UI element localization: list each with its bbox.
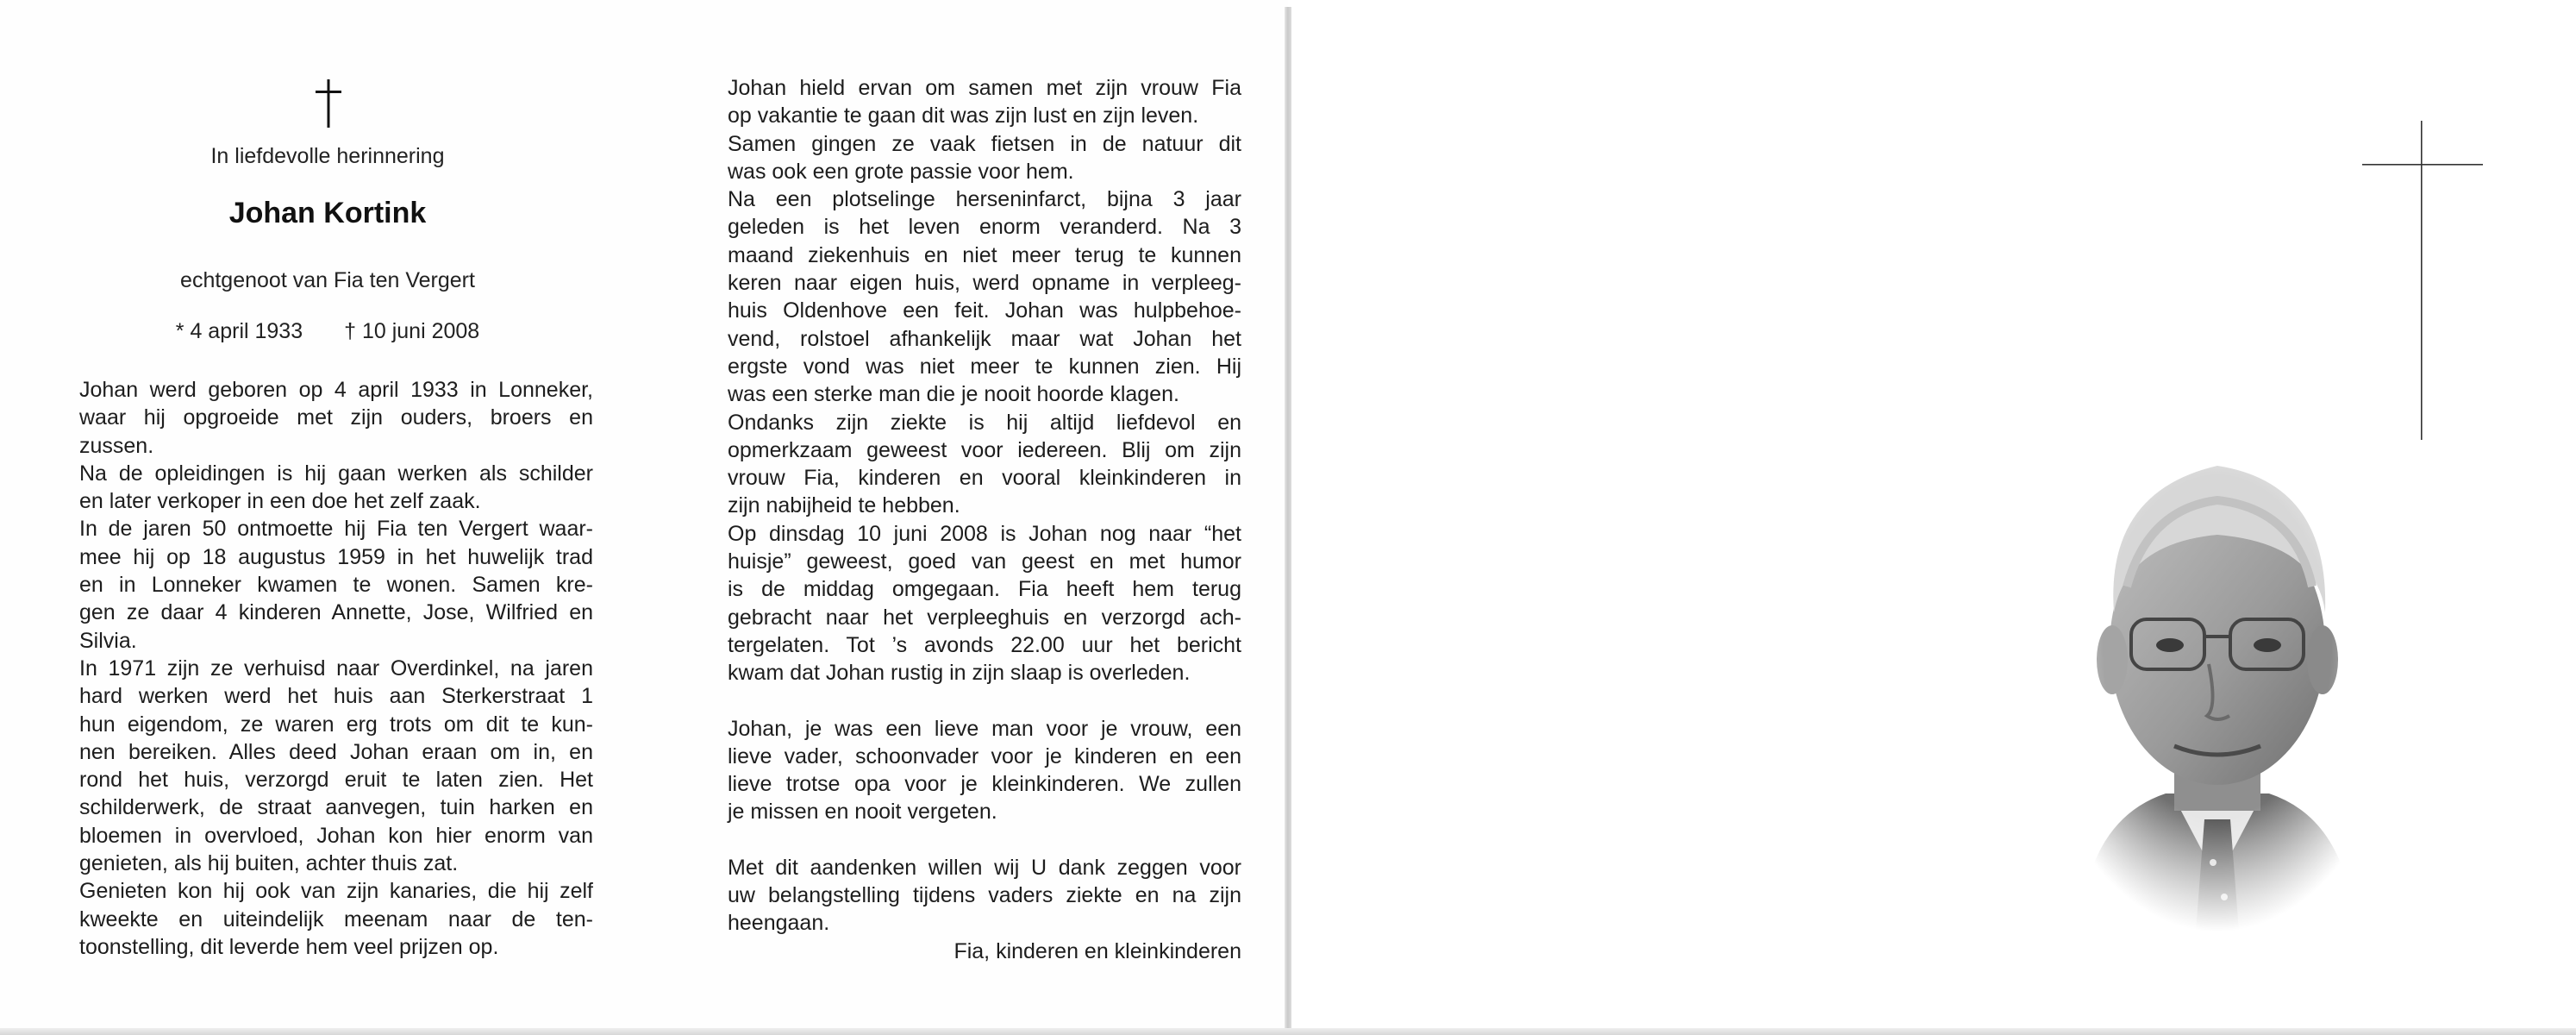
text-line: zijn nabijheid te hebben. bbox=[728, 493, 960, 518]
text-line: vend, rolstoel afhankelijk maar wat Johan het bbox=[728, 326, 1241, 351]
text-line: In 1971 zijn ze verhuisd naar Overdinkel, na jaren bbox=[79, 656, 593, 681]
left-page bbox=[0, 0, 1288, 1031]
text-line: waar hij opgroeide met zijn ouders, broers en bbox=[79, 405, 593, 430]
card-fold bbox=[1285, 7, 1291, 1035]
text-line: Johan werd geboren op 4 april 1933 in Lonneker, bbox=[79, 378, 593, 402]
text-line: en in Lonneker kwamen te wonen. Samen kre- bbox=[79, 573, 593, 598]
text-line: maand ziekenhuis en niet meer terug te kunnen bbox=[728, 242, 1241, 267]
text-line: Ondanks zijn ziekte is hij altijd liefdevol en bbox=[728, 410, 1241, 435]
text-line: opmerkzaam geweest voor iedereen. Blij om zijn bbox=[728, 437, 1241, 462]
card-bottom-edge bbox=[0, 1028, 2576, 1035]
text-line: is de middag omgegaan. Fia heeft hem terug bbox=[728, 577, 1241, 602]
text-line: was een sterke man die je nooit hoorde klagen. bbox=[728, 382, 1179, 407]
text-line: toonstelling, dit leverde hem veel prijzen op. bbox=[79, 934, 499, 959]
text-line: rond het huis, verzorgd eruit te laten zien. Het bbox=[79, 768, 593, 793]
text-line: Met dit aandenken willen wij U dank zeggen voor bbox=[728, 855, 1241, 880]
text-line: keren naar eigen huis, werd opname in verpleeg- bbox=[728, 271, 1241, 296]
text-line: Johan hield ervan om samen met zijn vrouw Fia bbox=[728, 76, 1241, 100]
text-line: gen ze daar 4 kinderen Annette, Jose, Wilfried en bbox=[79, 600, 593, 625]
text-line: Na de opleidingen is hij gaan werken als schilder bbox=[79, 461, 593, 486]
cross-icon bbox=[2362, 121, 2483, 440]
text-line: kweekte en uiteindelijk meenam naar de ten- bbox=[79, 906, 593, 932]
text-line: nen bereiken. Alles deed Johan eraan om in, en bbox=[79, 739, 593, 764]
cross-icon bbox=[316, 79, 341, 128]
memorial-heading: In liefdevolle herinnering bbox=[210, 144, 445, 168]
text-line: Silvia. bbox=[79, 628, 137, 653]
text-line: en later verkoper in een doe het zelf zaak. bbox=[79, 489, 481, 514]
text-line: zussen. bbox=[79, 433, 154, 458]
text-line: uw belangstelling tijdens vaders ziekte en na zijn bbox=[728, 883, 1241, 908]
text-line: huis Oldenhove een feit. Johan was hulpbehoe- bbox=[728, 298, 1241, 323]
thanks-paragraph bbox=[728, 854, 1241, 938]
text-line: lieve trotse opa voor je kleinkinderen. We zullen bbox=[728, 772, 1241, 797]
paragraph-gap bbox=[728, 826, 1241, 854]
text-line: Genieten kon hij ook van zijn kanaries, die hij zelf bbox=[79, 879, 593, 904]
life-dates bbox=[79, 319, 576, 344]
portrait-photo bbox=[2045, 414, 2390, 932]
text-line: hun eigendom, ze waren erg trots om dit te kun- bbox=[79, 712, 593, 737]
farewell-paragraph bbox=[728, 715, 1241, 826]
text-line: Samen gingen ze vaak fietsen in de natuur dit bbox=[728, 131, 1241, 156]
text-line: Na een plotselinge herseninfarct, bijna 3 jaar bbox=[728, 187, 1241, 212]
text-line: ergste vond was niet meer te kunnen zien. Hij bbox=[728, 354, 1241, 379]
paragraph-gap bbox=[728, 687, 1241, 715]
text-line: schilderwerk, de straat aanvegen, tuin harken en bbox=[79, 795, 593, 820]
text-line: was ook een grote passie voor hem. bbox=[728, 159, 1074, 184]
text-line: lieve vader, schoonvader voor je kinderen en een bbox=[728, 743, 1241, 768]
right-column-text bbox=[728, 74, 1241, 965]
deceased-name: Johan Kortink bbox=[228, 197, 427, 229]
text-line: Johan, je was een lieve man voor je vrouw, een bbox=[728, 716, 1241, 741]
text-line: op vakantie te gaan dit was zijn lust en zijn leven. bbox=[728, 104, 1199, 129]
text-line: je missen en nooit vergeten. bbox=[728, 800, 997, 825]
death-date: † 10 juni 2008 bbox=[344, 319, 480, 343]
spouse-line: echtgenoot van Fia ten Vergert bbox=[180, 268, 475, 292]
text-line: genieten, als hij buiten, achter thuis zat. bbox=[79, 851, 459, 876]
biography-text bbox=[79, 376, 593, 961]
text-line: bloemen in overvloed, Johan kon hier enorm van bbox=[79, 823, 593, 848]
text-line: gebracht naar het verpleeghuis en verzorgd ach- bbox=[728, 605, 1241, 630]
text-line: vrouw Fia, kinderen en vooral kleinkinderen in bbox=[728, 466, 1241, 491]
text-line: heengaan. bbox=[728, 911, 830, 936]
signature: Fia, kinderen en kleinkinderen bbox=[953, 938, 1241, 963]
text-line: hard werken werd het huis aan Sterkerstraat 1 bbox=[79, 684, 593, 709]
text-line: In de jaren 50 ontmoette hij Fia ten Vergert waar- bbox=[79, 517, 593, 542]
birth-date: * 4 april 1933 bbox=[175, 319, 303, 343]
life-story-paragraph bbox=[728, 74, 1241, 687]
text-line: huisje” geweest, goed van geest en met humor bbox=[728, 549, 1241, 574]
text-line: tergelaten. Tot ’s avonds 22.00 uur het bericht bbox=[728, 632, 1241, 657]
text-line: Op dinsdag 10 juni 2008 is Johan nog naar “het bbox=[728, 521, 1241, 546]
text-line: kwam dat Johan rustig in zijn slaap is overleden. bbox=[728, 661, 1191, 686]
text-line: geleden is het leven enorm veranderd. Na 3 bbox=[728, 215, 1241, 240]
text-line: mee hij op 18 augustus 1959 in het huwelijk trad bbox=[79, 544, 593, 569]
